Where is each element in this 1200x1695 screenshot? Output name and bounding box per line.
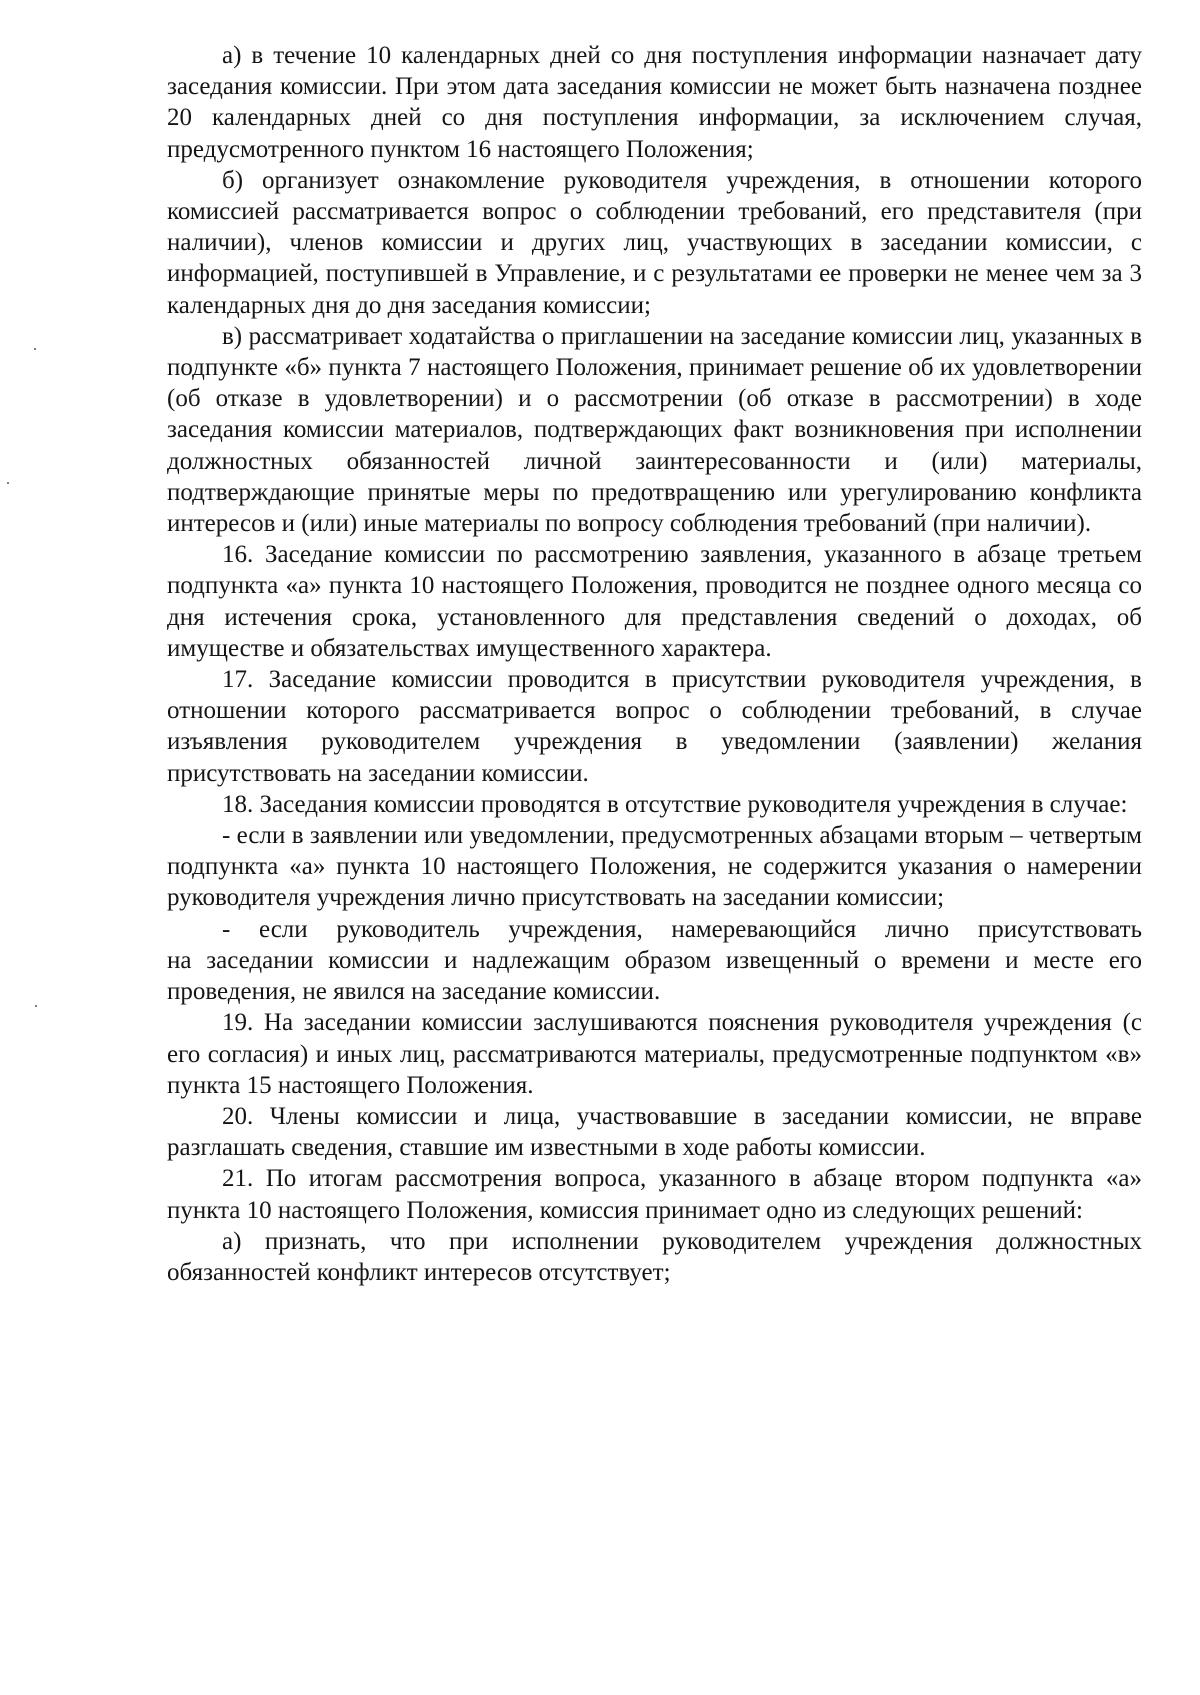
paragraph-17: 17. Заседание комиссии проводится в присутствии руководителя учреждения, в отношении которого рассматривается вопрос о соблюдении требований, в случае изъявления руководителем учреждения в уведомлении (заявлении) желания присутствовать на заседании комиссии. (167, 666, 1142, 787)
paragraph-18-item-1: - если в заявлении или уведомлении, предусмотренных абзацами вторым – четвертым подпункта «а» пункта 10 настоящего Положения, не содержится указания о намерении руководителя учреждения лично присутствовать на заседании комиссии; (167, 822, 1142, 912)
paragraph-15b: б) организует ознакомление руководителя учреждения, в отношении которого комиссией рассматривается вопрос о соблюдении требований, его представителя (при наличии), членов комиссии и других лиц, участвующих в заседании комиссии, с информацией, поступившей в Управление, и с результатами ее проверки не менее чем за 3 календарных дня до дня заседания комиссии; (167, 166, 1142, 319)
paragraph-18-item-2: - если руководитель учреждения, намеревающийся лично присутствовать на заседании комиссии и надлежащим образом извещенный о времени и месте его проведения, не явился на заседание комиссии. (167, 915, 1142, 1006)
paragraph-15a: а) в течение 10 календарных дней со дня поступления информации назначает дату заседания комиссии. При этом дата заседания комиссии не может быть назначена позднее 20 календарных дней со дня поступления информации, за исключением случая, предусмотренного пунктом 16 настоящего Положения; (167, 42, 1142, 163)
scan-speck (34, 348, 36, 350)
paragraph-18: 18. Заседания комиссии проводятся в отсутствие руководителя учреждения в случае: (222, 790, 1128, 818)
document-page (167, 40, 1142, 1288)
paragraph-19: 19. На заседании комиссии заслушиваются пояснения руководителя учреждения (с его согласия) и иных лиц, рассматриваются материалы, предусмотренные подпунктом «в» пункта 15 настоящего Положения. (167, 1009, 1142, 1099)
paragraph-21a: а) признать, что при исполнении руководителем учреждения должностных обязанностей конфликт интересов отсутствует; (167, 1227, 1142, 1286)
scan-speck (35, 1005, 37, 1007)
paragraph-21: 21. По итогам рассмотрения вопроса, указанного в абзаце втором подпункта «а» пункта 10 настоящего Положения, комиссия принимает одно из следующих решений: (167, 1165, 1142, 1224)
paragraph-15v: в) рассматривает ходатайства о приглашении на заседание комиссии лиц, указанных в подпункте «б» пункта 7 настоящего Положения, принимает решение об их удовлетворении (об отказе в удовлетворении) и о рассмотрении (об отказе в рассмотрении) в ходе заседания комиссии материалов, подтверждающих факт возникновения при исполнении должностных обязанностей личной заинтересованности и (или) материалы, подтверждающие принятые меры по предотвращению или урегулированию конфликта интересов и (или) иные материалы по вопросу соблюдения требований (при наличии). (167, 322, 1142, 538)
paragraph-20: 20. Члены комиссии и лица, участвовавшие в заседании комиссии, не вправе разглашать сведения, ставшие им известными в ходе работы комиссии. (167, 1102, 1142, 1162)
paragraph-16: 16. Заседание комиссии по рассмотрению заявления, указанного в абзаце третьем подпункта «а» пункта 10 настоящего Положения, проводится не позднее одного месяца со дня истечения срока, установленного для представления сведений о доходах, об имуществе и обязательствах имущественного характера. (167, 541, 1142, 662)
scan-speck (7, 482, 9, 484)
